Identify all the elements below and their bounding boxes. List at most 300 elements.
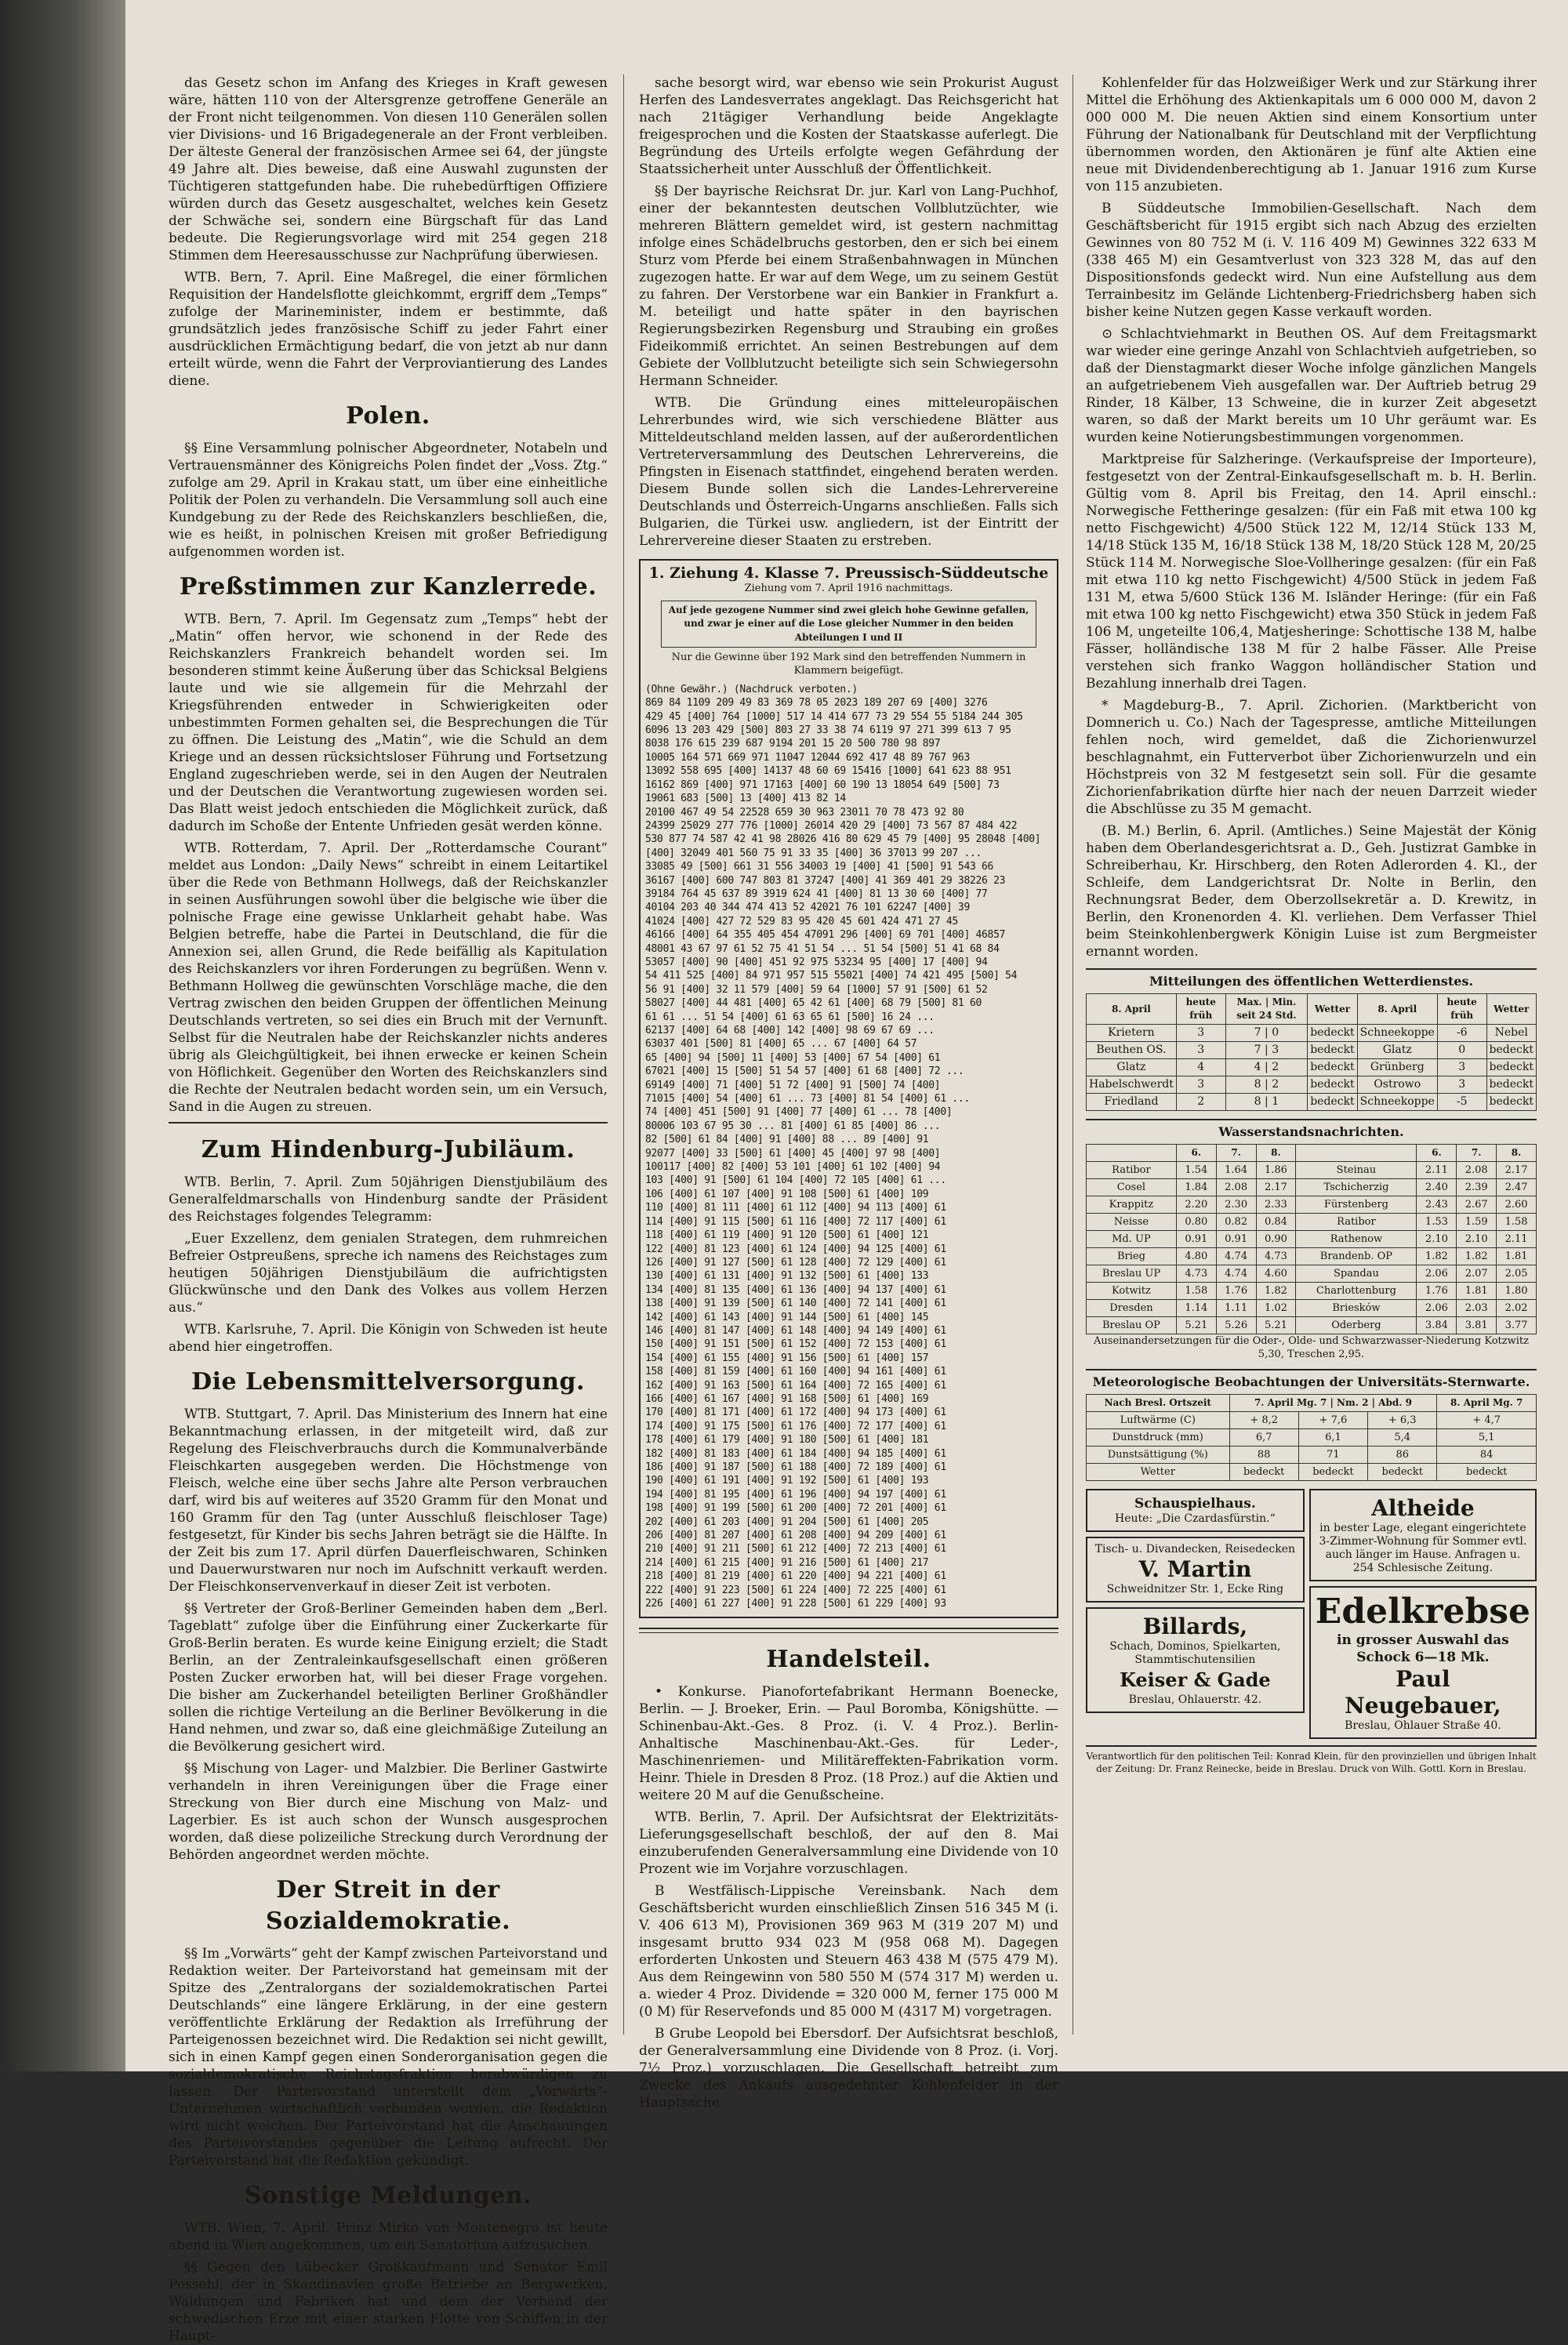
meteo-cell: 88 <box>1229 1447 1298 1464</box>
water-level-cell: Neisse <box>1087 1214 1177 1231</box>
water-level-cell: 1.58 <box>1497 1214 1537 1231</box>
lottery-notice-box: Auf jede gezogene Nummer sind zwei gleich hohe Gewinne gefallen, und zwar je einer auf die Lose gleicher Nummer in den beiden Abteilungen I und II <box>661 601 1036 648</box>
weather-row <box>1087 1059 1537 1076</box>
lottery-line: 138 [400] 91 139 [500] 61 140 [400] 72 141 [400] 61 <box>645 1298 946 1310</box>
water-level-header <box>1296 1145 1417 1162</box>
lottery-title: 1. Ziehung 4. Klasse 7. Preussisch-Süddeutsche <box>648 564 1049 582</box>
water-level-row <box>1087 1317 1537 1334</box>
lottery-line: 162 [400] 91 163 [500] 61 164 [400] 72 165 [400] 61 <box>645 1379 946 1392</box>
water-level-cell: 1.76 <box>1216 1283 1256 1300</box>
water-level-cell: 1.59 <box>1457 1214 1497 1231</box>
lottery-line: 48001 43 67 97 61 52 75 41 51 54 ... 51 54 [500] 51 41 68 84 <box>645 942 1000 955</box>
weather-cell: bedeckt <box>1486 1042 1536 1059</box>
water-level-cell: 2.02 <box>1497 1300 1537 1317</box>
weather-cell: 3 <box>1437 1076 1486 1094</box>
water-level-cell: Fürstenberg <box>1296 1196 1417 1214</box>
weather-header-date: 8. April <box>1087 994 1177 1025</box>
water-level-row <box>1087 1265 1537 1283</box>
water-level-cell: 3.81 <box>1457 1317 1497 1334</box>
water-level-cell: Brieg <box>1087 1248 1177 1265</box>
water-level-cell: 4.60 <box>1256 1265 1296 1283</box>
water-level-cell: 2.11 <box>1497 1231 1537 1248</box>
water-level-cell: 5.21 <box>1176 1317 1216 1334</box>
weather-max: 8 <box>1254 1095 1261 1108</box>
lottery-line: 114 [400] 91 115 [500] 61 116 [400] 72 117 [400] 61 <box>645 1215 946 1228</box>
article-paragraph: sache besorgt wird, war ebenso wie sein Prokurist August Herfen des Landesverrates angeklagt. Das Reichsgericht hat nach 21tägiger Verhandlung beide Angeklagte freigesprochen und die Kosten der Staatskasse auferlegt. Die Begründung des Urteils erfolgte wegen Gefährdung der Staatssicherheit unter Ausschluß der Öffentlichkeit. <box>639 75 1058 177</box>
weather-min: 3 <box>1272 1044 1279 1056</box>
article-paragraph: WTB. Karlsruhe, 7. April. Die Königin von Schweden ist heute abend hier eingetroffen. <box>169 1322 608 1355</box>
water-level-cell: 2.43 <box>1417 1196 1457 1214</box>
water-level-header: 8. <box>1497 1145 1537 1162</box>
lottery-line: 194 [400] 81 195 [400] 61 196 [400] 94 197 [400] 61 <box>645 1488 946 1501</box>
weather-cell: Glatz <box>1087 1059 1177 1076</box>
weather-header-range: Max. | Min. seit 24 Std. <box>1225 994 1308 1025</box>
lottery-line: 210 [400] 91 211 [500] 61 212 [400] 72 213 [400] 61 <box>645 1543 946 1555</box>
water-level-cell: Md. UP <box>1087 1231 1177 1248</box>
ads-left <box>1086 1489 1305 1739</box>
water-level-cell: 2.40 <box>1417 1179 1457 1196</box>
weather-cell: 0 <box>1437 1042 1486 1059</box>
lottery-line: 226 [400] 61 227 [400] 91 228 [500] 61 229 [400] 93 <box>645 1598 946 1610</box>
column-1 <box>169 74 608 2344</box>
water-level-cell: 1.58 <box>1176 1283 1216 1300</box>
lottery-line: 198 [400] 91 199 [500] 61 200 [400] 72 201 [400] 61 <box>645 1502 946 1515</box>
article-paragraph: §§ Mischung von Lager- und Malzbier. Die Berliner Gastwirte verhandeln in ihren Vereinigungen über die Frage einer Streckung von Bier durch eine Mischung von Malz- und Lagerbier. Es ist auch schon der Wunsch ausgesprochen worden, daß diese polizeiliche Streckung durch Verordnung der Behörden angeordnet werden möchte. <box>169 1761 608 1863</box>
article-paragraph: §§ Gegen den Lübecker Großkaufmann und Senator Emil Possehl, der in Skandinavien große Betriebe an Bergwerken, Waldungen und Fabriken hat und dem der Verband der schwedischen Erze mit einer starken Flotte von Schiffen in der Haupt- <box>169 2260 608 2344</box>
weather-cell: bedeckt <box>1308 1042 1357 1059</box>
meteo-cell: 86 <box>1368 1447 1437 1464</box>
ad-address: Schweidnitzer Str. 1, Ecke Ring <box>1106 1583 1284 1595</box>
water-level-cell: Dresden <box>1087 1300 1177 1317</box>
section-heading: Preßstimmen zur Kanzlerrede. <box>179 573 597 601</box>
water-level-row <box>1087 1162 1537 1179</box>
weather-max: 4 <box>1254 1061 1261 1073</box>
lottery-line: 54 411 525 [400] 84 971 957 515 55021 [400] 74 421 495 [500] 54 <box>645 970 1018 982</box>
lottery-line: 869 84 1109 209 49 83 369 78 05 2023 189 207 69 [400] 3276 <box>645 697 988 710</box>
lottery-line: 202 [400] 61 203 [400] 91 204 [500] 61 [400] 205 <box>645 1516 929 1528</box>
water-level-cell: 5.26 <box>1216 1317 1256 1334</box>
meteo-header: Nach Bresl. Ortszeit <box>1087 1395 1230 1412</box>
article-paragraph: WTB. Berlin, 7. April. Der Aufsichtsrat der Elektrizitäts-Lieferungsgesellschaft beschloß, der auf den 8. Mai einzuberufenden Generalversammlung eine Dividende von 10 Prozent wie im Vorjahre vorzuschlagen. <box>639 1810 1058 1878</box>
water-level-cell: 2.05 <box>1497 1265 1537 1283</box>
water-level-cell: 3.77 <box>1497 1317 1537 1334</box>
article-paragraph: §§ Eine Versammlung polnischer Abgeordneter, Notabeln und Vertrauensmänner des Königreichs Polen findet der „Voss. Ztg.“ zufolge am 29. April in Krakau statt, um über eine einheitliche Politik der Polen zu verhandeln. Die Versammlung soll auch eine Kundgebung zu der Rede des Reichskanzlers beschließen, die, wie es heißt, in polnischen Kreisen mit großer Befriedigung aufgenommen worden ist. <box>169 441 608 560</box>
water-level-header: 6. <box>1176 1145 1216 1162</box>
lottery-line: 154 [400] 61 155 [400] 91 156 [500] 61 [400] 157 <box>645 1352 929 1364</box>
water-level-cell: 2.06 <box>1417 1300 1457 1317</box>
water-level-cell: 1.53 <box>1417 1214 1457 1231</box>
weather-cell: bedeckt <box>1308 1094 1357 1111</box>
weather-max: 7 <box>1254 1044 1261 1056</box>
water-level-cell: 2.06 <box>1417 1265 1457 1283</box>
lottery-line: 174 [400] 91 175 [500] 61 176 [400] 72 177 [400] 61 <box>645 1420 946 1432</box>
ad-title: V. Martin <box>1138 1556 1252 1582</box>
weather-cell: bedeckt <box>1486 1094 1536 1111</box>
weather-table-title: Mitteilungen des öffentlichen Wetterdienstes. <box>1086 968 1537 990</box>
divider <box>169 1122 608 1123</box>
ad-company: Paul Neugebauer, <box>1345 1666 1501 1719</box>
water-level-cell: 2.03 <box>1457 1300 1497 1317</box>
weather-table <box>1086 993 1537 1111</box>
water-level-cell: Tschicherzig <box>1296 1179 1417 1196</box>
water-level-cell: 2.10 <box>1457 1231 1497 1248</box>
water-level-cell: 0.91 <box>1216 1231 1256 1248</box>
weather-cell: Ostrowo <box>1357 1076 1437 1094</box>
lottery-line: 146 [400] 81 147 [400] 61 148 [400] 94 149 [400] 61 <box>645 1324 946 1337</box>
water-level-cell: 1.82 <box>1457 1248 1497 1265</box>
water-level-cell: 2.17 <box>1256 1179 1296 1196</box>
lottery-line: 63037 401 [500] 81 [400] 65 ... 67 [400] 64 57 <box>645 1038 917 1051</box>
meteo-cell: bedeckt <box>1298 1464 1367 1481</box>
ad-schauspielhaus <box>1086 1489 1305 1532</box>
article-paragraph: WTB. Bern, 7. April. Im Gegensatz zum „Temps“ hebt der „Matin“ offen hervor, wie schonend in der Rede des Reichskanzlers Frankreich behandelt worden sei. Im besonderen stimmt keine Äußerung über das Schicksal Belgiens laute und wie sie allgemein für die Mehrzahl der Kriegsführenden entweder in Schwierigkeiten oder unbestimmten Formen gehalten sei, die Besprechungen die Tür zu öffnen. Die Leistung des „Matin“, wie die Schuld an dem Kriege und an dessen rücksichtsloser Führung und Fortsetzung England zugeschrieben werde, sei in den Augen der Neutralen und der Deutschen die Verantwortung zugewiesen worden sei. Das Blatt weist jedoch entschieden die Möglichkeit zurück, daß dadurch im Schoße der Entente Unfrieden gesät werden könne. <box>169 612 608 834</box>
lottery-line: 58027 [400] 44 481 [400] 65 42 61 [400] 68 79 [500] 81 60 <box>645 997 982 1010</box>
weather-cell: 3 <box>1176 1025 1225 1042</box>
lottery-line: 166 [400] 61 167 [400] 91 168 [500] 61 [400] 169 <box>645 1392 929 1405</box>
section-heading: Die Lebensmittelversorgung. <box>191 1368 585 1396</box>
lottery-line: 24399 25029 277 776 [1000] 26014 420 29 [400] 73 567 87 484 422 <box>645 819 1018 832</box>
meteo-row <box>1087 1447 1537 1464</box>
water-level-table <box>1086 1144 1537 1334</box>
weather-header-early: heute früh <box>1176 994 1225 1025</box>
water-level-cell: Ratibor <box>1296 1214 1417 1231</box>
water-level-cell: 2.08 <box>1457 1162 1497 1179</box>
article-paragraph: B Grube Leopold bei Ebersdorf. Der Aufsichtsrat beschloß, der Generalversammlung eine Dividende von 8 Proz. (i. Vorj. 7½ Proz.) vorzuschlagen. Die Gesellschaft betreibt zum Zwecke des Ankaufs ausgedehnter Kohlenfelder in der Hauptsache <box>639 2026 1058 2111</box>
water-level-row <box>1087 1196 1537 1214</box>
lottery-line: 56 91 [400] 32 11 579 [400] 59 64 [1000] 57 91 [500] 61 52 <box>645 983 988 996</box>
meteo-cell: bedeckt <box>1229 1464 1298 1481</box>
water-level-cell: 1.64 <box>1216 1162 1256 1179</box>
lottery-line: 429 45 [400] 764 [1000] 517 14 414 677 73 29 554 55 5184 244 305 <box>645 710 1023 723</box>
meteo-cell: 6,1 <box>1298 1429 1367 1447</box>
water-level-cell: 2.17 <box>1497 1162 1537 1179</box>
article-paragraph: WTB. Bern, 7. April. Eine Maßregel, die einer förmlichen Requisition der Handelsflotte gleichkommt, ergriff dem „Temps“ zufolge der Marineminister, indem er bestimmte, daß grundsätzlich jedes französische Schiff zu jeder Fahrt einer ausdrücklichen Ermächtigung bedarf, die von jetzt ab nur dann erteilt würde, wenn die Fahrt der Verproviantierung des Landes diene. <box>169 270 608 389</box>
ad-title: Billards, <box>1142 1614 1248 1639</box>
column-3 <box>1086 74 1537 2050</box>
water-level-cell: 0.82 <box>1216 1214 1256 1231</box>
weather-cell: 8 | 2 <box>1225 1076 1308 1094</box>
water-level-cell: 1.02 <box>1256 1300 1296 1317</box>
weather-cell: Schneekoppe <box>1357 1094 1437 1111</box>
weather-cell: 4 <box>1176 1059 1225 1076</box>
lottery-line: 8038 176 615 239 687 9194 201 15 20 500 780 98 897 <box>645 738 941 750</box>
water-level-cell: Ratibor <box>1087 1162 1177 1179</box>
weather-header-date: 8. April <box>1357 994 1437 1025</box>
water-level-cell: 4.73 <box>1256 1248 1296 1265</box>
lottery-line: 67021 [400] 15 [500] 51 54 57 [400] 61 68 [400] 72 ... <box>645 1065 964 1078</box>
water-level-cell: 1.82 <box>1256 1283 1296 1300</box>
meteo-cell: + 7,6 <box>1298 1412 1367 1429</box>
imprint: Verantwortlich für den politischen Teil: Konrad Klein, für den provinziellen und übrigen Inhalt der Zeitung: Dr. Franz Reinecke, beide in Breslau. Druck von Wilh. Gottl. Korn in Breslau. <box>1086 1745 1537 1775</box>
meteo-header: 8. April Mg. 7 <box>1437 1395 1537 1412</box>
lottery-line: 218 [400] 81 219 [400] 61 220 [400] 94 221 [400] 61 <box>645 1570 946 1583</box>
lottery-line: 182 [400] 81 183 [400] 61 184 [400] 94 185 [400] 61 <box>645 1447 946 1460</box>
meteo-cell: + 6,3 <box>1368 1412 1437 1429</box>
weather-row <box>1087 1094 1537 1111</box>
weather-cell: Grünberg <box>1357 1059 1437 1076</box>
ad-text: in bester Lage, elegant eingerichtete 3-Zimmer-Wohnung für Sommer evtl. auch länger im Hause. Anfragen u. 254 Schlesische Zeitung. <box>1319 1522 1527 1574</box>
lottery-line: 130 [400] 61 131 [400] 91 132 [500] 61 [400] 133 <box>645 1270 929 1283</box>
lottery-table <box>639 559 1058 1618</box>
water-level-row <box>1087 1179 1537 1196</box>
lottery-line: [400] 32049 401 560 75 91 33 35 [400] 36 37013 99 207 ... <box>645 847 982 859</box>
ad-billards <box>1086 1607 1305 1713</box>
article-paragraph: §§ Im „Vorwärts“ geht der Kampf zwischen Parteivorstand und Redaktion weiter. Der Parteivorstand hat gemeinsam mit der Spitze des „Zentralorgans der sozialdemokratischen Partei Deutschlands“ eine längere Erklärung, in der eine gestern veröffentlichte Erklärung der Redaktion als Irreführung der Parteigenossen bezeichnet wird. Die Redaktion sei nicht gewillt, sich in einen Kampf gegen einen Sonderorganisation gegen die sozialdemokratische Reichstagsfraktion herabwürdigen zu lassen. Der Parteivorstand unterstellt dem „Vorwärts“-Unternehmen wirtschaftlich verbunden worden, die Redaktion wird nicht weichen. Der Parteivorstand hat die Anschauungen des Parteivorstandes gegenüber die Leitung aufrecht. Der Parteivorstand hat die Redaktion gekündigt. <box>169 1946 608 2169</box>
lottery-line: 62137 [400] 64 68 [400] 142 [400] 98 69 67 69 ... <box>645 1025 935 1036</box>
water-level-cell: 2.30 <box>1216 1196 1256 1214</box>
weather-min: 2 <box>1272 1078 1279 1091</box>
weather-cell: 7 | 3 <box>1225 1042 1308 1059</box>
lottery-line: 106 [400] 61 107 [400] 91 108 [500] 61 [400] 109 <box>645 1188 929 1200</box>
water-level-cell: 4.74 <box>1216 1265 1256 1283</box>
water-level-cell: 5.21 <box>1256 1317 1296 1334</box>
water-level-cell: 0.84 <box>1256 1214 1296 1231</box>
water-level-cell: 1.82 <box>1417 1248 1457 1265</box>
section-heading: Zum Hindenburg-Jubiläum. <box>201 1136 575 1163</box>
ad-text: Tisch- u. Divandecken, Reisedecken <box>1094 1543 1296 1555</box>
lottery-subtitle: Ziehung vom 7. April 1916 nachmittags. <box>744 583 953 595</box>
lottery-line: 65 [400] 94 [500] 11 [400] 53 [400] 67 54 [400] 61 <box>645 1051 941 1064</box>
water-level-cell: 2.39 <box>1457 1179 1497 1196</box>
meteo-cell: 71 <box>1298 1447 1367 1464</box>
meteo-cell: 5,4 <box>1368 1429 1437 1447</box>
lottery-line: 33085 49 [500] 661 31 556 34003 19 [400] 41 [500] 91 543 66 <box>645 861 994 873</box>
meteo-cell: bedeckt <box>1368 1464 1437 1481</box>
weather-cell: bedeckt <box>1486 1076 1536 1094</box>
lottery-line: 122 [400] 81 123 [400] 61 124 [400] 94 125 [400] 61 <box>645 1243 946 1255</box>
lottery-line: 186 [400] 91 187 [500] 61 188 [400] 72 189 [400] 61 <box>645 1461 946 1473</box>
section-heading: Handelsteil. <box>766 1646 931 1674</box>
ad-edelkrebse <box>1309 1586 1537 1739</box>
water-level-cell: 1.84 <box>1176 1179 1216 1196</box>
water-level-cell: Brandenb. OP <box>1296 1248 1417 1265</box>
water-level-cell: 2.10 <box>1417 1231 1457 1248</box>
article-paragraph: • Konkurse. Pianofortefabrikant Hermann Boenecke, Berlin. — J. Broeker, Erin. — Paul Boromba, Königshütte. — Schinenbau-Akt.-Ges. 8 Proz. (i. V. 4 Proz.). Berlin-Anhaltische Maschinenbau-Akt.-Ges. für Leder-, Maschinenriemen- und Militäreffekten-Fabrikation vorm. Heinr. Thiele in Dresden 8 Proz. (18 Proz.) auf die Aktien und weitere 20 M auf die Genußscheine. <box>639 1684 1058 1804</box>
lottery-note: Nur die Gewinne über 192 Mark sind den betreffenden Nummern in Klammern beigefügt. <box>671 652 1026 677</box>
weather-cell: 3 <box>1176 1076 1225 1094</box>
weather-cell: 8 | 1 <box>1225 1094 1308 1111</box>
article-paragraph: „Euer Exzellenz, dem genialen Strategen, dem ruhmreichen Befreier Ostpreußens, spreche ich namens des Reichstages zum heutigen 50jährigen Dienstjubiläum die aufrichtigsten Glückwünsche und den Dank des Volkes aus vollem Herzen aus.“ <box>169 1231 608 1316</box>
lottery-line: 69149 [400] 71 [400] 51 72 [400] 91 [500] 74 [400] <box>645 1079 941 1091</box>
water-level-cell: 4.74 <box>1216 1248 1256 1265</box>
lottery-line: 20100 467 49 54 22528 659 30 963 23011 70 78 473 92 80 <box>645 806 964 819</box>
lottery-line: 150 [400] 91 151 [500] 61 152 [400] 72 153 [400] 61 <box>645 1338 946 1351</box>
ad-text: Schach, Dominos, Spielkarten, Stammtischutensilien <box>1109 1640 1281 1666</box>
meteo-row <box>1087 1464 1537 1481</box>
water-level-cell: 2.60 <box>1497 1196 1537 1214</box>
weather-cell: bedeckt <box>1486 1059 1536 1076</box>
water-level-cell: 2.67 <box>1457 1196 1497 1214</box>
column-2 <box>639 74 1058 2111</box>
ad-text: Heute: „Die Czardasfürstin.“ <box>1115 1512 1276 1525</box>
meteo-cell: 6,7 <box>1229 1429 1298 1447</box>
meteo-table <box>1086 1394 1537 1481</box>
water-level-cell: 2.08 <box>1216 1179 1256 1196</box>
lottery-numbers <box>645 696 1052 1610</box>
lottery-line: 74 [400] 451 [500] 91 [400] 77 [400] 61 ... 78 [400] <box>645 1106 953 1119</box>
weather-cell: 7 | 0 <box>1225 1025 1308 1042</box>
water-level-header: 6. <box>1417 1145 1457 1162</box>
water-level-cell: Charlottenburg <box>1296 1283 1417 1300</box>
ad-altheide <box>1309 1489 1537 1581</box>
water-level-cell: 1.11 <box>1216 1300 1256 1317</box>
water-level-cell: 2.07 <box>1457 1265 1497 1283</box>
water-level-header: 7. <box>1216 1145 1256 1162</box>
lottery-line: 6096 13 203 429 [500] 803 27 33 38 74 6119 97 271 399 613 7 95 <box>645 724 1011 737</box>
meteo-cell: 84 <box>1437 1447 1537 1464</box>
water-level-cell: 0.91 <box>1176 1231 1216 1248</box>
weather-cell: -5 <box>1437 1094 1486 1111</box>
weather-cell: 3 <box>1437 1059 1486 1076</box>
water-level-row <box>1087 1214 1537 1231</box>
weather-min: 0 <box>1272 1026 1279 1039</box>
lottery-header-line: (Ohne Gewähr.) (Nachdruck verboten.) <box>645 683 858 695</box>
article-paragraph: §§ Der bayrische Reichsrat Dr. jur. Karl von Lang-Puchhof, einer der bekanntesten deutschen Vollblutzüchter, wie mehreren Blättern gemeldet wird, ist gestern nachmittag infolge eines Schädelbruchs gestorben, den er sich bei einem Sturz vom Pferde bei einem Straßenbahnwagen in München zugezogen hatte. Er war auf dem Wege, um zu seinem Gestüt zu fahren. Der Verstorbene war ein Bankier in Frankfurt a. M. beteiligt und hatte später in den bayrischen Regierungsbezirken Regensburg und Straubing ein großes Fideikommiß errichtet. An seinen Bestrebungen auf dem Gebiete der Vollblutzucht beteiligte sich sein Schwiegersohn Hermann Schneider. <box>639 183 1058 389</box>
weather-cell: Habelschwerdt <box>1087 1076 1177 1094</box>
water-level-cell: Rathenow <box>1296 1231 1417 1248</box>
water-level-row <box>1087 1283 1537 1300</box>
weather-cell: 3 <box>1176 1042 1225 1059</box>
water-level-cell: Breslau UP <box>1087 1265 1177 1283</box>
water-level-cell: 4.80 <box>1176 1248 1216 1265</box>
water-level-cell: Oderberg <box>1296 1317 1417 1334</box>
column-rule <box>623 74 624 2035</box>
article-paragraph: WTB. Wien, 7. April. Prinz Mirko von Montenegro ist heute abend in Wien angekommen, um ein Sanatorium aufzusuchen. <box>169 2220 608 2253</box>
water-level-cell: 1.81 <box>1457 1283 1497 1300</box>
weather-cell: Glatz <box>1357 1042 1437 1059</box>
weather-max: 8 <box>1254 1078 1261 1091</box>
ad-martin <box>1086 1537 1305 1603</box>
ad-text: in grosser Auswahl das Schock 6—18 Mk. <box>1337 1632 1509 1665</box>
lottery-line: 13092 558 695 [400] 14137 48 60 69 15416 [1000] 641 623 88 951 <box>645 765 1011 778</box>
weather-max: 7 <box>1254 1026 1261 1039</box>
water-level-cell: 4.73 <box>1176 1265 1216 1283</box>
meteo-cell: Wetter <box>1087 1464 1230 1481</box>
lottery-line: 190 [400] 61 191 [400] 91 192 [500] 61 [400] 193 <box>645 1475 929 1487</box>
weather-cell: Friedland <box>1087 1094 1177 1111</box>
water-level-title: Wasserstandsnachrichten. <box>1086 1119 1537 1141</box>
lottery-line: 530 877 74 587 42 41 98 28026 416 80 629 45 79 [400] 95 28048 [400] <box>645 833 1041 846</box>
section-heading: Der Streit in der Sozialdemokratie. <box>265 1876 511 1935</box>
weather-cell: bedeckt <box>1308 1025 1357 1042</box>
lottery-line: 53057 [400] 90 [400] 451 92 975 53234 95 [400] 17 [400] 94 <box>645 956 988 968</box>
lottery-line: 110 [400] 81 111 [400] 61 112 [400] 94 113 [400] 61 <box>645 1202 946 1214</box>
weather-min: 2 <box>1272 1061 1279 1073</box>
article-paragraph: (B. M.) Berlin, 6. April. (Amtliches.) Seine Majestät der König haben dem Oberlandesgerichtsrat a. D., Geh. Justizrat Gambke in Schreiberhau, Kr. Hirschberg, den Roten Adlerorden 4. Kl., der Schleife, dem Landgerichtsrat Dr. Nolte in Berlin, den Rechnungsrat Beder, dem Oberzollsekretär a. D. Krewitz, in Berlin, den Kronenorden 4. Kl. verliehen. Dem Verfasser Thiel beim Steinkohlenbergwerk Königin Luise ist zum Bergmeister ernannt worden. <box>1086 823 1537 960</box>
water-level-cell: 3.84 <box>1417 1317 1457 1334</box>
ad-address: Breslau, Ohlauerstr. 42. <box>1128 1693 1262 1706</box>
weather-row <box>1087 1076 1537 1094</box>
water-level-cell: 1.86 <box>1256 1162 1296 1179</box>
meteo-header: 7. April Mg. 7 | Nm. 2 | Abd. 9 <box>1229 1395 1437 1412</box>
lottery-line: 19061 683 [500] 13 [400] 413 82 14 <box>645 793 846 805</box>
weather-row <box>1087 1025 1537 1042</box>
weather-header-weather: Wetter <box>1308 994 1357 1025</box>
meteo-cell: Dunstsättigung (%) <box>1087 1447 1230 1464</box>
weather-cell: Krietern <box>1087 1025 1177 1042</box>
meteo-cell: Luftwärme (C) <box>1087 1412 1230 1429</box>
ads-right <box>1309 1489 1537 1739</box>
weather-cell: Nebel <box>1486 1025 1536 1042</box>
lottery-line: 214 [400] 61 215 [400] 91 216 [500] 61 [400] 217 <box>645 1556 929 1569</box>
lottery-line: 46166 [400] 64 355 405 454 47091 296 [400] 69 701 [400] 46857 <box>645 929 1006 942</box>
weather-row <box>1087 1042 1537 1059</box>
lottery-line: 16162 869 [400] 971 17163 [400] 60 190 13 18054 649 [500] 73 <box>645 779 1000 791</box>
water-level-cell: 2.11 <box>1417 1162 1457 1179</box>
lottery-line: 92077 [400] 33 [500] 61 [400] 45 [400] 97 98 [400] <box>645 1147 941 1160</box>
lottery-line: 71015 [400] 54 [400] 61 ... 73 [400] 81 54 [400] 61 ... <box>645 1093 970 1105</box>
article-paragraph: das Gesetz schon im Anfang des Krieges in Kraft gewesen wäre, hätten 110 von der Altersgrenze getroffene Generäle an der Front nicht teilgenommen. Von diesen 110 Generälen sollen vier Divisions- und 16 Brigadegenerale an der Front verbleiben. Der älteste General der französischen Armee sei 64, der jüngste 49 Jahre alt. Dies beweise, daß eine Auswahl zugunsten der Tüchtigeren stattgefunden habe. Die ruhebedürftigen Offiziere würden durch das Gesetz ausgeschaltet, welches kein Gesetz der Schwäche sei, sondern eine Bürgschaft für das Land bedeute. Die Regierungsvorlage wird mit 254 gegen 218 Stimmen dem Heeresausschusse zur Nachprüfung überwiesen. <box>169 75 608 263</box>
water-level-cell: Steinau <box>1296 1162 1417 1179</box>
weather-min: 1 <box>1272 1095 1279 1108</box>
lottery-line: 10005 164 571 669 971 11047 12044 692 417 48 89 767 963 <box>645 751 970 764</box>
lottery-line: 134 [400] 81 135 [400] 61 136 [400] 94 137 [400] 61 <box>645 1283 946 1296</box>
lottery-line: 61 61 ... 51 54 [400] 61 63 65 61 [500] 16 24 ... <box>645 1011 935 1023</box>
water-level-row <box>1087 1231 1537 1248</box>
water-level-cell: 1.14 <box>1176 1300 1216 1317</box>
weather-header-weather: Wetter <box>1486 994 1536 1025</box>
article-paragraph: WTB. Die Gründung eines mitteleuropäischen Lehrerbundes wird, wie sich verschiedene Blätter aus Mitteldeutschland melden lassen, auf der außerordentlichen Vertreterversammlung des Deutschen Lehrervereins, die Pfingsten in Eisenach stattfindet, eingehend beraten werden. Diesem Bunde sollen sich die Landes-Lehrervereine Deutschlands und Österreich-Ungarns anschließen. Falls sich Bulgarien, die Türkei usw. angliedern, ist der Eintritt der Lehrervereine dieser Staaten zu erstreben. <box>639 395 1058 549</box>
section-heading: Polen. <box>346 402 430 430</box>
water-level-cell: Spandau <box>1296 1265 1417 1283</box>
article-paragraph: WTB. Berlin, 7. April. Zum 50jährigen Dienstjubiläum des Generalfeldmarschalls von Hindenburg sandte der Präsident des Reichstages folgendes Telegramm: <box>169 1174 608 1225</box>
ad-address: Breslau, Ohlauer Straße 40. <box>1345 1719 1501 1732</box>
meteo-cell: + 8,2 <box>1229 1412 1298 1429</box>
ad-title: Altheide <box>1371 1495 1475 1521</box>
meteo-row <box>1087 1412 1537 1429</box>
lottery-line: 103 [400] 91 [500] 61 104 [400] 72 105 [400] 61 ... <box>645 1174 946 1187</box>
water-level-cell: 1.54 <box>1176 1162 1216 1179</box>
divider <box>639 1628 1058 1633</box>
lottery-line: 39184 764 45 637 89 3919 624 41 [400] 81 13 30 60 [400] 77 <box>645 888 988 900</box>
weather-cell: Beuthen OS. <box>1087 1042 1177 1059</box>
meteo-cell: + 4,7 <box>1437 1412 1537 1429</box>
weather-cell: -6 <box>1437 1025 1486 1042</box>
meteo-cell: 5,1 <box>1437 1429 1537 1447</box>
meteo-cell: bedeckt <box>1437 1464 1537 1481</box>
meteo-cell: Dunstdruck (mm) <box>1087 1429 1230 1447</box>
advertisements <box>1086 1489 1537 1739</box>
water-level-cell: 0.90 <box>1256 1231 1296 1248</box>
ad-title: Schauspielhaus. <box>1134 1496 1256 1512</box>
section-heading: Sonstige Meldungen. <box>244 2182 532 2209</box>
weather-cell: Schneekoppe <box>1357 1025 1437 1042</box>
article-paragraph: §§ Vertreter der Groß-Berliner Gemeinden haben dem „Berl. Tageblatt“ zufolge über die Einführung einer Zuckerkarte für Groß-Berlin beraten. Es wurde keine Einigung erzielt; die Stadt Berlin, an der Zentraleinkaufsgesellschaft einen größeren Posten Zucker erworben hat, will bei dieser Frage vorgehen. Die bisher am Zuckerhandel beteiligten Berliner Großhändler sollen die richtige Verteilung an die Berliner Bevölkerung in die Hand nehmen, und zwar so, daß eine gleichmäßige Zuteilung an die Bevölkerung gesichert wird. <box>169 1601 608 1755</box>
lottery-line: 118 [400] 61 119 [400] 91 120 [500] 61 [400] 121 <box>645 1229 929 1242</box>
ad-title: Edelkrebse <box>1315 1592 1530 1632</box>
water-level-cell: Briesków <box>1296 1300 1417 1317</box>
meteo-row <box>1087 1429 1537 1447</box>
article-paragraph: Kohlenfelder für das Holzweißiger Werk und zur Stärkung ihrer Mittel die Erhöhung des Aktienkapitals um 6 000 000 M, davon 2 000 000 M. Die neuen Aktien sind einem Konsortium unter Führung der Nationalbank für Deutschland mit der Verpflichtung übernommen worden, den Aktionären je fünf alte Aktien eine neue mit Dividendenberechtigung ab 1. Januar 1916 zum Kurse von 115 anzubieten. <box>1086 75 1537 194</box>
water-level-cell: Breslau OP <box>1087 1317 1177 1334</box>
article-paragraph: WTB. Rotterdam, 7. April. Der „Rotterdamsche Courant“ meldet aus London: „Daily News“ schreibt in einem Leitartikel über die Rede von Bethmann Hollwegs, daß der Reichskanzler in seinen Ausführungen sowohl über die belgische wie über die polnische Frage eine gewisse Unklarheit gehabt habe. Was Belgien betreffe, habe die Partei in Deutschland, die für die Annexion sei, allen Grund, die Rede beifällig als Kapitulation des Reichskanzlers vor ihren Forderungen zu begrüßen. Wenn v. Bethmann Hollweg die gewünschten Vorschläge mache, die den Vertrag zwischen den beiden Gruppen der öffentlichen Meinung Deutschlands vertreten, so sei dies ein Bruch mit der Vernunft. Selbst für die Neutralen habe der Reichskanzler nichts anderes übrig als Gleichgültigkeit, bei ihnen erwecke er keinen Schein von Höflichkeit. Gegenüber den Worten des Reichskanzlers sind die Rechte der Neutralen bedacht worden sein, um ein Versuch, Sand in die Augen zu streuen. <box>169 840 608 1115</box>
lottery-line: 36167 [400] 600 747 803 81 37247 [400] 41 369 401 29 38226 23 <box>645 874 1006 887</box>
water-level-cell: 2.33 <box>1256 1196 1296 1214</box>
article-paragraph: B Süddeutsche Immobilien-Gesellschaft. Nach dem Geschäftsbericht für 1915 ergibt sich nach Abzug des erzielten Gewinnes von 80 752 M (i. V. 116 409 M) Gewinnes 322 633 M (338 465 M) ein Gesamtverlust von 323 328 M, das auf den Dispositionsfonds gedeckt wird. Nun eine Aufstellung aus dem Terrainbesitz im Gelände Lichtenberg-Friedrichsberg haben sich bisher keine Nutzen gegen Kasse verkauft worden. <box>1086 201 1537 320</box>
article-paragraph: WTB. Stuttgart, 7. April. Das Ministerium des Innern hat eine Bekanntmachung erlassen, in der mitgeteilt wird, daß zur Regelung des Fleischverbrauchs durch die Kommunalverbände Fleischkarten ausgegeben werden. Die Höchstmenge von Fleisch, welche eine über sechs Jahre alte Person verbrauchen darf, wird bis auf weiteres auf 3520 Gramm für den Monat und 160 Gramm für den Tag (unter Ausschluß fleischloser Tage) festgesetzt, für Kinder bis sechs Jahren beträgt sie die Hälfte. In der Zeit bis zum 17. April dürfen Dauerfleischwaren, Schinken und Dauerwurstwaren nur noch im Aufschnitt verkauft werden. Der Fleischkonservenverkauf in dieser Zeit ist verboten. <box>169 1407 608 1595</box>
lottery-line: 158 [400] 81 159 [400] 61 160 [400] 94 161 [400] 61 <box>645 1366 946 1378</box>
article-paragraph: B Westfälisch-Lippische Vereinsbank. Nach dem Geschäftsbericht wurden einschließlich Zinsen 516 345 M (i. V. 406 613 M), Provisionen 369 963 M (319 207 M) und insgesamt brutto 934 023 M (958 068 M). Dagegen erforderten Unkosten und Steuern 463 438 M (575 479 M). Aus dem Reingewinn von 580 550 M (574 317 M) werden u. a. wieder 4 Proz. Dividende = 320 000 M, ferner 175 000 M (0 M) für Reservefonds und 85 000 M (4317 M) vorgetragen. <box>639 1883 1058 2020</box>
lottery-line: 100117 [400] 82 [400] 53 101 [400] 61 102 [400] 94 <box>645 1161 941 1174</box>
water-level-cell: Cosel <box>1087 1179 1177 1196</box>
lottery-line: 206 [400] 81 207 [400] 61 208 [400] 94 209 [400] 61 <box>645 1530 946 1542</box>
lottery-line: 142 [400] 61 143 [400] 91 144 [500] 61 [400] 145 <box>645 1311 929 1323</box>
lottery-line: 222 [400] 91 223 [500] 61 224 [400] 72 225 [400] 61 <box>645 1584 946 1596</box>
water-level-cell: 1.80 <box>1497 1283 1537 1300</box>
article-paragraph: Marktpreise für Salzheringe. (Verkaufspreise der Importeure), festgesetzt von der Zentral-Einkaufsgesellschaft m. b. H. Berlin. Gültig vom 8. April bis Freitag, den 14. April einschl.: Norwegische Fettheringe gesalzen: (für ein Faß mit etwa 100 kg netto Fischgewicht) 4/500 Stück 122 M, 12/14 Stück 133 M, 14/18 Stück 135 M, 16/18 Stück 138 M, 18/20 Stück 128 M, 20/25 Stück 114 M. Norwegische Sloe-Vollheringe gesalzen: (für ein Faß mit etwa 110 kg netto Fischgewicht) 4/500 Stück in jedem Faß 131 M, etwa 5/600 Stück 136 M. Isländer Heringe: (für ein Faß mit etwa 100 kg netto Fischgewicht) etwa 350 Stück in jedem Faß 106 M, ungeteilte 106,4, Matjesheringe: Schottische 138 M, halbe Fässer, holländische 138 M für 2 halbe Fässer. Alle Preise verstehen sich franko Waggon holländischer Station und Bezahlung innerhalb drei Tagen. <box>1086 452 1537 692</box>
lottery-line: 40104 203 40 344 474 413 52 42021 76 101 62247 [400] 39 <box>645 902 970 914</box>
book-binding <box>0 0 125 2071</box>
